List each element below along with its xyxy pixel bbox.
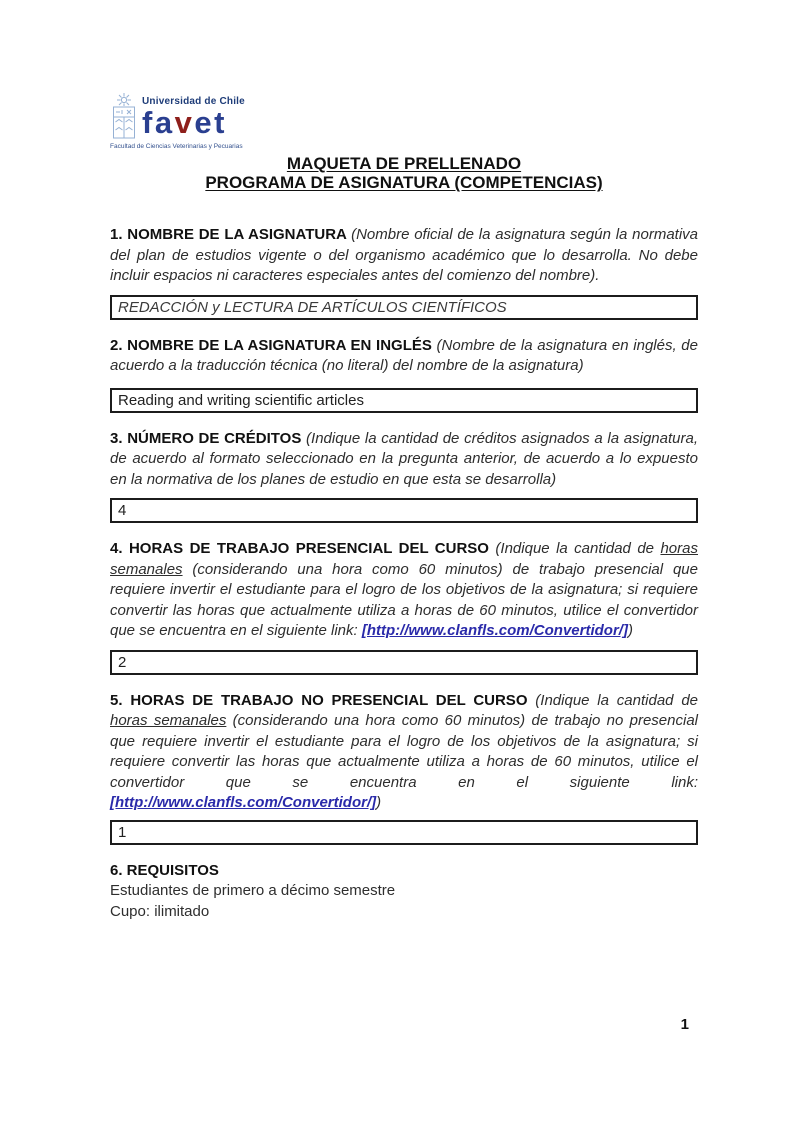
question-5	[110, 691, 698, 814]
logo-brand-v: v	[174, 105, 195, 140]
answer-box-3[interactable]	[110, 498, 698, 523]
document-title	[110, 154, 698, 192]
page-number: 1	[680, 1016, 689, 1033]
answer-3-text: 4	[118, 502, 127, 519]
logo-brand-wordmark	[142, 107, 245, 139]
question-5-underlined-phrase: horas semanales	[110, 712, 227, 729]
question-5-description-mid: (considerando una hora como 60 minutos) de trabajo no presencial que requiere invertir el estudiante para el logro de los objetivos de la asignatura; si requiere convertir las horas que actualmente utiliza a horas de 60 minutos, utilice el convertidor que se encuentra en el siguiente link:	[110, 712, 698, 791]
question-5-description-close: )	[376, 794, 382, 811]
answer-2-text: Reading and writing scientific articles	[118, 391, 364, 409]
question-4-underlined-phrase: horas semanales	[110, 540, 698, 578]
university-crest-icon	[110, 92, 138, 142]
converter-link[interactable]: [http://www.clanfls.com/Convertidor/]	[110, 794, 377, 811]
answer-4-text: 2	[118, 653, 127, 671]
question-5-description-pre: (Indique la cantidad de	[535, 691, 698, 709]
question-6-heading: 6. REQUISITOS	[110, 861, 219, 879]
question-4-description-close: )	[627, 622, 633, 639]
logo-university-name: Universidad de Chile	[142, 96, 245, 107]
answer-box-5[interactable]	[110, 820, 698, 845]
title-line-2: PROGRAMA DE ASIGNATURA (COMPETENCIAS)	[205, 173, 603, 192]
question-6-line-1: Estudiantes de primero a décimo semestre	[110, 882, 396, 899]
favet-logo	[110, 0, 245, 150]
question-3	[110, 429, 698, 491]
question-6-line-2: Cupo: ilimitado	[110, 902, 210, 920]
logo-text-column	[142, 92, 245, 139]
question-4-description-mid: (considerando una hora como 60 minutos) de trabajo presencial que requiere invertir el estudiante para el logro de los objetivos de la asignatura; si requiere convertir las horas que actualmente utiliza a horas de 60 minutos, utilice el convertidor que se encuentra en el siguiente link:	[110, 560, 698, 639]
question-3-heading: 3. NÚMERO DE CRÉDITOS	[110, 429, 307, 447]
logo-brand-et: et	[194, 105, 227, 140]
question-4	[110, 539, 698, 642]
question-2	[110, 336, 698, 377]
answer-box-2[interactable]	[110, 388, 698, 413]
question-5-heading: 5. HORAS DE TRABAJO NO PRESENCIAL DEL CURSO	[110, 691, 536, 709]
title-line-1: MAQUETA DE PRELLENADO	[286, 154, 522, 173]
question-4-description-pre: (Indique la cantidad de	[495, 540, 661, 557]
answer-box-4[interactable]	[110, 650, 698, 675]
question-1	[110, 225, 698, 287]
logo-brand-fa: fa	[142, 105, 175, 140]
document-content	[110, 0, 698, 922]
question-4-heading: 4. HORAS DE TRABAJO PRESENCIAL DEL CURSO	[110, 540, 496, 557]
question-1-heading: 1. NOMBRE DE LA ASIGNATURA	[110, 226, 352, 243]
question-1-description: (Nombre oficial de la asignatura según la normativa del plan de estudios vigente o del organismo académico que lo desarrolla. No debe incluir espacios ni caracteres especiales antes del comienzo del nombre).	[110, 226, 699, 284]
answer-1-text: REDACCIÓN y LECTURA DE ARTÍCULOS CIENTÍFICOS	[118, 298, 507, 316]
question-3-description: (Indique la cantidad de créditos asignados a la asignatura, de acuerdo al formato seleccionado en la pregunta anterior, de acuerdo a lo expuesto en la normativa de los planes de estudio en que esta se desarrolla)	[110, 429, 698, 488]
logo-row	[110, 92, 245, 142]
converter-link[interactable]: [http://www.clanfls.com/Convertidor/]	[361, 622, 628, 639]
question-2-description: (Nombre de la asignatura en inglés, de acuerdo a la traducción técnica (no literal) del nombre de la asignatura)	[110, 336, 698, 374]
answer-5-text: 1	[118, 823, 127, 841]
logo-faculty-name: Facultad de Ciencias Veterinarias y Pecuarias	[110, 143, 243, 150]
question-2-heading: 2. NOMBRE DE LA ASIGNATURA EN INGLÉS	[110, 336, 437, 354]
answer-box-1[interactable]	[110, 295, 698, 320]
